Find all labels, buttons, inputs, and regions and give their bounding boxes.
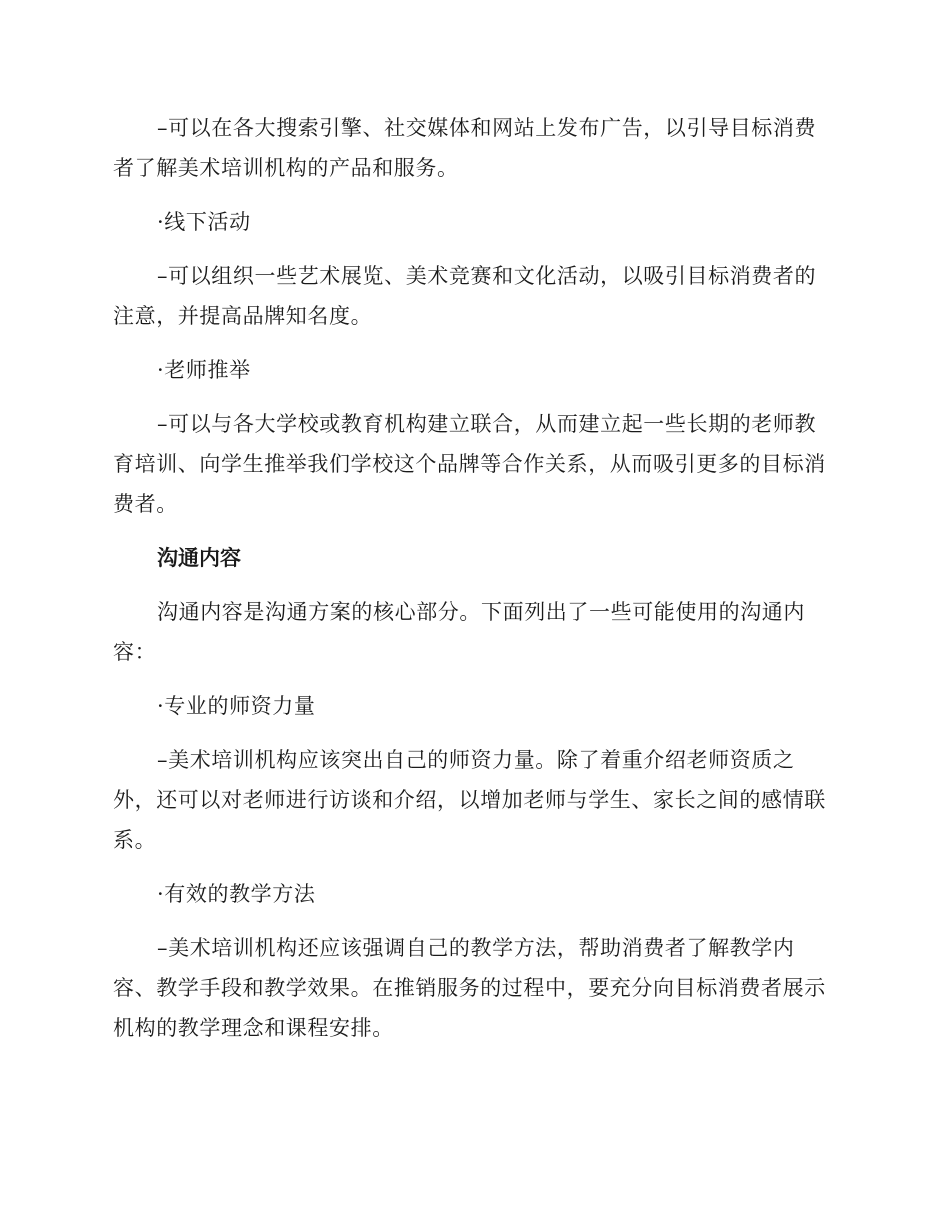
paragraph-teaching-methods: –美术培训机构还应该强调自己的教学方法，帮助消费者了解教学内容、教学手段和教学效果。在推销服务的过程中，要充分向目标消费者展示机构的教学理念和课程安排。	[113, 936, 826, 1040]
bullet-teaching-methods: ·有效的教学方法	[157, 882, 316, 906]
paragraph-teacher-referral: –可以与各大学校或教育机构建立联合，从而建立起一些长期的老师教育培训、向学生推举我们学校这个品牌等合作关系，从而吸引更多的目标消费者。	[113, 412, 826, 516]
paragraph-online-ads: –可以在各大搜索引擎、社交媒体和网站上发布广告，以引导目标消费者了解美术培训机构的产品和服务。	[113, 116, 817, 180]
paragraph-offline-events: –可以组织一些艺术展览、美术竞赛和文化活动，以吸引目标消费者的注意，并提高品牌知名度。	[113, 264, 817, 328]
bullet-offline-events: ·线下活动	[157, 210, 251, 234]
document-body	[113, 108, 833, 1062]
paragraph-faculty-strength: –美术培训机构应该突出自己的师资力量。除了着重介绍老师资质之外，还可以对老师进行访谈和介绍，以增加老师与学生、家长之间的感情联系。	[113, 748, 826, 852]
paragraph-communication-intro: 沟通内容是沟通方案的核心部分。下面列出了一些可能使用的沟通内容：	[113, 600, 805, 664]
bullet-teacher-referral: ·老师推举	[157, 358, 251, 382]
section-heading-communication-content: 沟通内容	[157, 546, 241, 570]
bullet-faculty-strength: ·专业的师资力量	[157, 694, 316, 718]
